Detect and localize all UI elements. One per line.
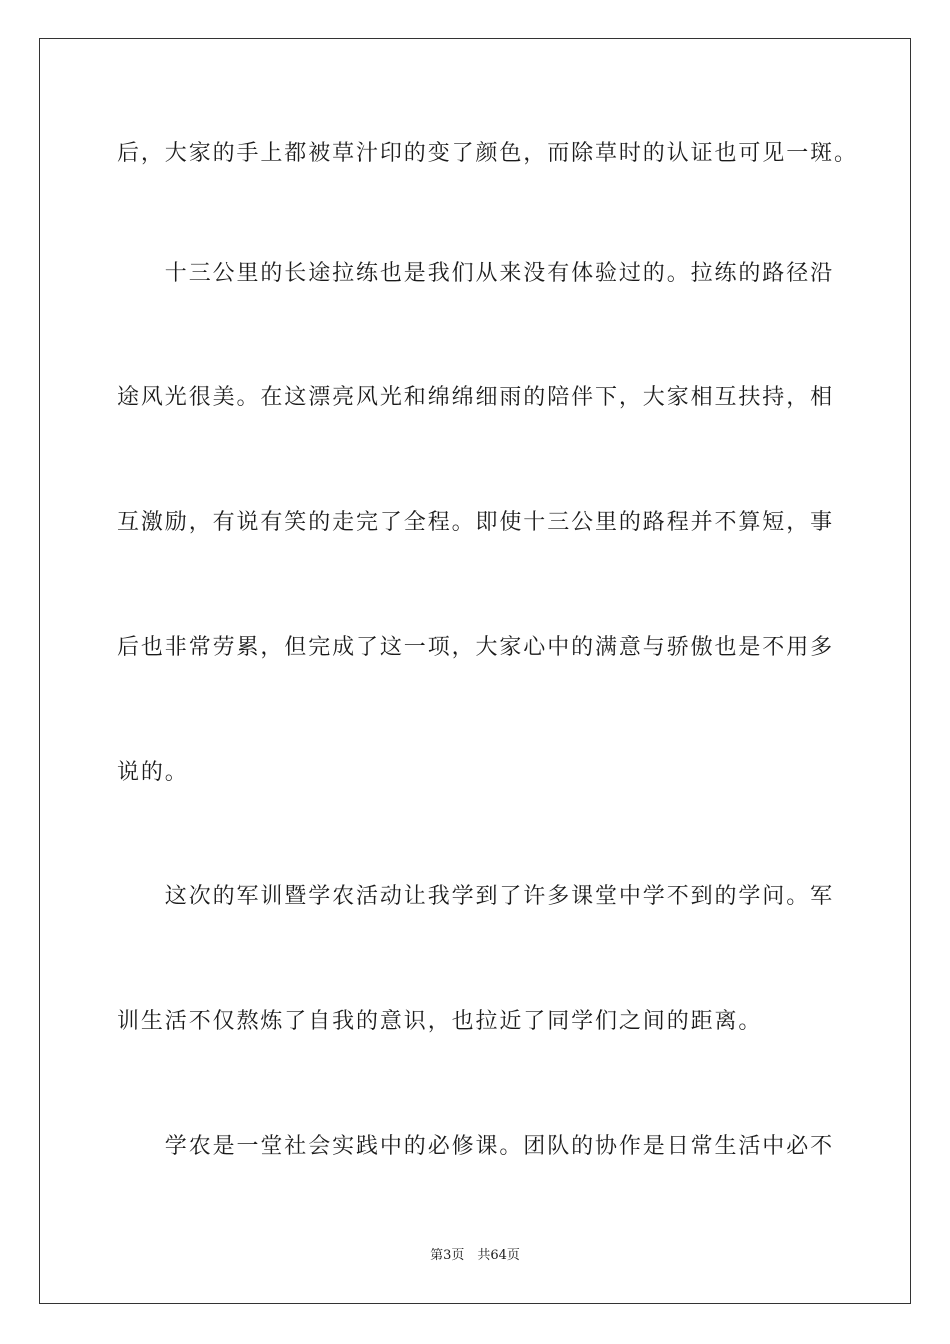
paragraph-line: 途风光很美。在这漂亮风光和绵绵细雨的陪伴下，大家相互扶持，相 bbox=[117, 385, 835, 410]
page-border bbox=[39, 38, 911, 1304]
paragraph-line: 互激励，有说有笑的走完了全程。即使十三公里的路程并不算短，事 bbox=[117, 510, 835, 535]
paragraph-line: 学农是一堂社会实践中的必修课。团队的协作是日常生活中必不 bbox=[117, 1134, 835, 1159]
paragraph-line: 后也非常劳累，但完成了这一项，大家心中的满意与骄傲也是不用多 bbox=[117, 635, 835, 660]
paragraph-line: 这次的军训暨学农活动让我学到了许多课堂中学不到的学问。军 bbox=[117, 884, 835, 909]
paragraph-line: 训生活不仅熬炼了自我的意识，也拉近了同学们之间的距离。 bbox=[117, 1009, 763, 1034]
paragraph-line: 后，大家的手上都被草汁印的变了颜色，而除草时的认证也可见一斑。 bbox=[117, 141, 858, 166]
paragraph-line: 说的。 bbox=[117, 760, 189, 785]
page-number: 第3页 共64页 bbox=[430, 1248, 520, 1263]
paragraph-line: 十三公里的长途拉练也是我们从来没有体验过的。拉练的路径沿 bbox=[117, 261, 835, 286]
